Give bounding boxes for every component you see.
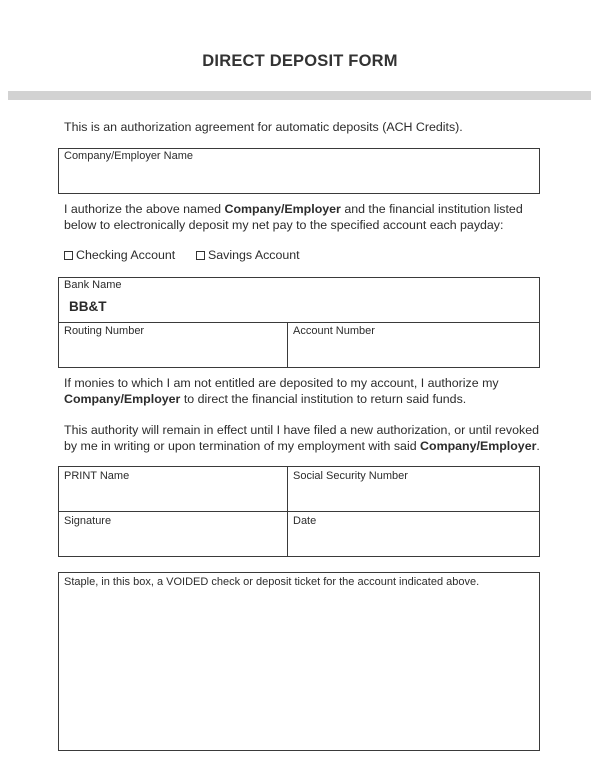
header-divider — [8, 91, 591, 100]
authority-line1: This authority will remain in effect until I have filed a new authorization, or until revoked — [64, 423, 539, 437]
routing-number-field[interactable] — [60, 340, 285, 366]
auth-line1-post: and the financial institution listed — [340, 202, 523, 216]
checking-account-option[interactable] — [64, 248, 175, 262]
savings-account-label: Savings Account — [208, 248, 300, 262]
monies-line2-post: to direct the financial institution to return said funds. — [180, 392, 467, 406]
monies-text — [64, 375, 544, 407]
monies-line1: If monies to which I am not entitled are deposited to my account, I authorize my — [64, 376, 499, 390]
checking-account-label: Checking Account — [76, 248, 176, 262]
intro-text: This is an authorization agreement for automatic deposits (ACH Credits). — [64, 120, 463, 134]
account-number-label: Account Number — [293, 325, 375, 337]
page-title: DIRECT DEPOSIT FORM — [202, 52, 398, 70]
bank-name-label: Bank Name — [64, 279, 122, 291]
auth-line1-bold: Company/Employer — [224, 202, 341, 216]
personal-info-column-divider — [287, 466, 288, 557]
bank-info-divider — [58, 322, 540, 323]
date-field[interactable] — [289, 530, 538, 555]
company-employer-field[interactable] — [60, 166, 538, 192]
auth-line1-pre: I authorize the above named — [64, 202, 225, 216]
staple-instructions: Staple, in this box, a VOIDED check or deposit ticket for the account indicated above. — [64, 576, 480, 588]
signature-label: Signature — [64, 515, 112, 527]
authorization-text — [64, 201, 544, 233]
bank-name-value[interactable]: BB&T — [69, 299, 107, 314]
authority-line2-pre: by me in writing or upon termination of my employment with said — [64, 439, 421, 453]
authority-text — [64, 422, 564, 454]
signature-field[interactable] — [60, 530, 285, 555]
personal-info-divider — [58, 511, 540, 512]
authority-line2-bold: Company/Employer — [420, 439, 537, 453]
staple-box — [58, 572, 540, 751]
routing-number-label: Routing Number — [64, 325, 145, 337]
account-number-field[interactable] — [289, 340, 538, 366]
monies-line2-bold: Company/Employer — [64, 392, 181, 406]
date-label: Date — [293, 515, 317, 527]
auth-line2: below to electronically deposit my net pay to the specified account each payday: — [64, 218, 504, 232]
print-name-field[interactable] — [60, 485, 285, 509]
savings-account-option[interactable] — [196, 248, 300, 262]
checking-account-checkbox[interactable] — [64, 251, 73, 260]
company-employer-label: Company/Employer Name — [64, 150, 193, 162]
ssn-field[interactable] — [289, 485, 538, 509]
ssn-label: Social Security Number — [293, 470, 408, 482]
routing-account-divider — [287, 322, 288, 368]
savings-account-checkbox[interactable] — [196, 251, 205, 260]
authority-line2-post: . — [536, 439, 540, 453]
print-name-label: PRINT Name — [64, 470, 130, 482]
